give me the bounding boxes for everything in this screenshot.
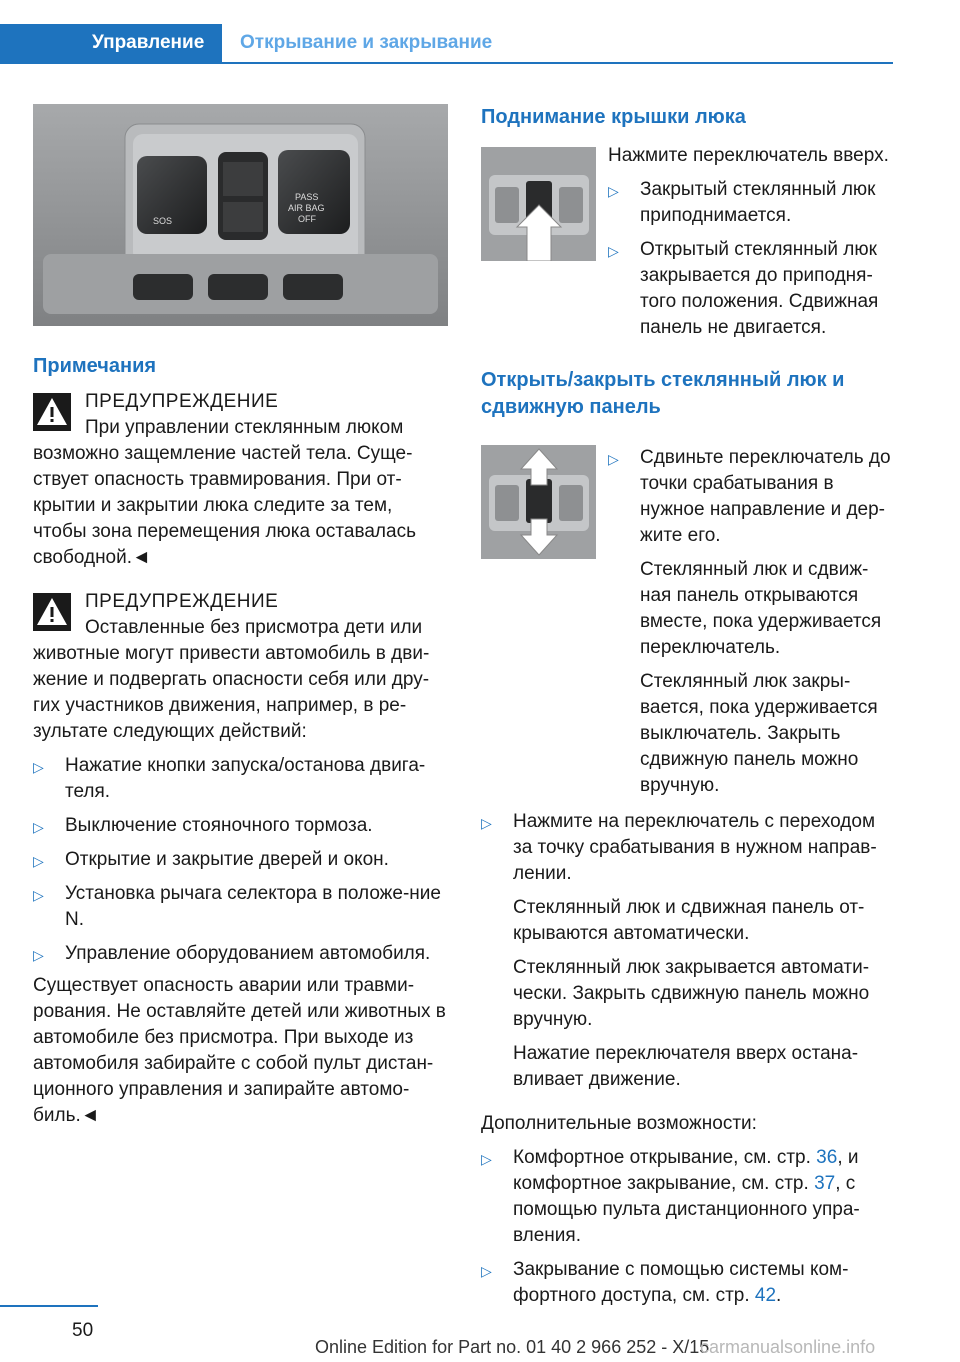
airbag-label: AIR BAG	[288, 203, 325, 213]
list-item: ▷ Нажмите на переключатель с переходом за точку срабатывания в нужном направ‐лении. Стеклянный люк и сдвижная панель от‐крываются автоматически. Стеклянный люк закрывается автомати‐чески. Закрыть сдвижную панель можно вручную. Нажатие переключателя вверх остана‐вливает движение.	[481, 809, 896, 1093]
raise-intro: Нажмите переключатель вверх.	[608, 145, 889, 166]
list-item: ▷ Выключение стояночного тормоза.	[33, 813, 448, 839]
pass-label: PASS	[295, 192, 319, 202]
triangle-bullet-icon: ▷	[33, 759, 44, 775]
open-heading: Открыть/закрыть стеклянный люк и сдвижную панель	[481, 369, 845, 418]
roof-console-illustration	[33, 104, 448, 326]
switch-up-photo	[481, 147, 596, 261]
warning-icon	[33, 593, 71, 631]
open-block	[481, 445, 896, 799]
open-list-b	[481, 809, 896, 1093]
item-detail: Стеклянный люк закры‐вается, пока удерживается выключатель. Закрыть сдвижную панель можно вручную.	[640, 671, 878, 796]
header-rule	[0, 62, 893, 64]
triangle-bullet-icon: ▷	[33, 947, 44, 963]
list-item: ▷ Нажатие кнопки запуска/останова двига‐теля.	[33, 755, 426, 802]
warning-title: ПРЕДУПРЕЖДЕНИЕ	[85, 591, 279, 612]
page-header	[0, 0, 960, 64]
page-link-36[interactable]: 36	[816, 1147, 838, 1168]
left-column	[33, 104, 448, 1129]
page-link-37[interactable]: 37	[814, 1173, 836, 1194]
triangle-bullet-icon: ▷	[33, 887, 44, 903]
warning-icon	[33, 393, 71, 431]
list-item: ▷ Комфортное открывание, см. стр. 36, и комфортное закрывание, см. стр. 37, с помощью пульта дистанционного упра‐вления.	[481, 1147, 860, 1246]
warning-body: возможно защемление частей тела. Суще‐ствует опасность травмирования. При от‐крытии и закрытии люка следите за тем, чтобы зона перемещения люка оставалась свободной.◄	[33, 443, 416, 568]
switch-both-photo	[481, 445, 596, 559]
section-tab[interactable]: Открывание и закрывание	[240, 32, 493, 53]
item-detail: Стеклянный люк и сдвижная панель от‐крываются автоматически.	[513, 897, 865, 944]
list-item: ▷ Открытый стеклянный люк закрывается до приподня‐того положения. Сдвижная панель не двигается.	[608, 239, 879, 338]
list-item: ▷ Закрытый стеклянный люк приподнимается.	[608, 179, 876, 226]
triangle-bullet-icon: ▷	[608, 243, 619, 259]
watermark: carmanualsonline.info	[700, 1337, 876, 1357]
triangle-bullet-icon: ▷	[608, 183, 619, 199]
sos-label: SOS	[153, 216, 173, 226]
triangle-bullet-icon: ▷	[481, 815, 492, 831]
warning-first-line: Оставленные без присмотра дети или	[85, 617, 423, 638]
triangle-bullet-icon: ▷	[481, 1151, 492, 1167]
warning-block-2	[33, 589, 448, 641]
raise-heading: Поднимание крышки люка	[481, 106, 746, 128]
warning-title: ПРЕДУПРЕЖДЕНИЕ	[85, 391, 279, 412]
raise-block	[481, 143, 896, 341]
list-item: ▷ Открытие и закрытие дверей и окон.	[33, 847, 448, 873]
list-item: ▷ Сдвиньте переключатель до точки срабатывания в нужное направление и дер‐жите его. Стеклянный люк и сдвиж‐ная панель открываются вместе, пока удерживается переключатель. Стеклянный люк закры‐вается, пока удерживается выключатель. Закрыть сдвижную панель можно вручную.	[608, 445, 896, 799]
footer-rule	[0, 1305, 98, 1307]
list-item: ▷ Управление оборудованием автомобиля.	[33, 941, 448, 967]
warning-closing: Существует опасность аварии или травми‐рования. Не оставляйте детей или животных в автомобиле без присмотра. При выходе из автомобиля забирайте с собой пульт дистан‐ционного управления и запирайте автомо‐биль.◄	[33, 975, 446, 1126]
notes-heading: Примечания	[33, 355, 157, 377]
item-detail: Стеклянный люк закрывается автомати‐чески. Закрыть сдвижную панель можно вручную.	[513, 957, 870, 1030]
off-label: OFF	[298, 214, 316, 224]
warning-first-line: При управлении стеклянным люком	[85, 417, 404, 438]
page-link-42[interactable]: 42	[754, 1285, 777, 1306]
right-column	[481, 104, 896, 1309]
triangle-bullet-icon: ▷	[481, 1263, 492, 1279]
item-detail: Нажатие переключателя вверх остана‐вливает движение.	[513, 1043, 859, 1090]
list-item: ▷ Закрывание с помощью системы ком‐фортного доступа, см. стр. 42.	[481, 1259, 849, 1306]
extra-options-list	[481, 1145, 896, 1309]
list-item: ▷ Установка рычага селектора в положе‐ние N.	[33, 883, 441, 930]
warning-body: животные могут привести автомобиль в дви‐жение и подвергать опасности себя или дру‐гих участников движения, например, в ре‐зультате следующих действий:	[33, 643, 430, 742]
item-detail: Стеклянный люк и сдвиж‐ная панель открываются вместе, пока удерживается переключатель.	[640, 559, 882, 658]
roof-console-photo	[33, 104, 448, 326]
triangle-bullet-icon: ▷	[33, 853, 44, 869]
triangle-bullet-icon: ▷	[608, 451, 619, 467]
raise-list	[608, 177, 896, 341]
warning-action-list	[33, 753, 448, 967]
switch-up-illustration	[481, 147, 596, 261]
triangle-bullet-icon: ▷	[33, 819, 44, 835]
chapter-tab[interactable]: Управление	[0, 24, 222, 62]
switch-both-illustration	[481, 445, 596, 559]
extra-options-label: Дополнительные возможности:	[481, 1113, 757, 1134]
warning-block-1	[33, 389, 448, 441]
page-number: 50	[72, 1320, 94, 1341]
online-edition-note: Online Edition for Part no. 01 40 2 966 252 - X/15	[315, 1337, 710, 1357]
